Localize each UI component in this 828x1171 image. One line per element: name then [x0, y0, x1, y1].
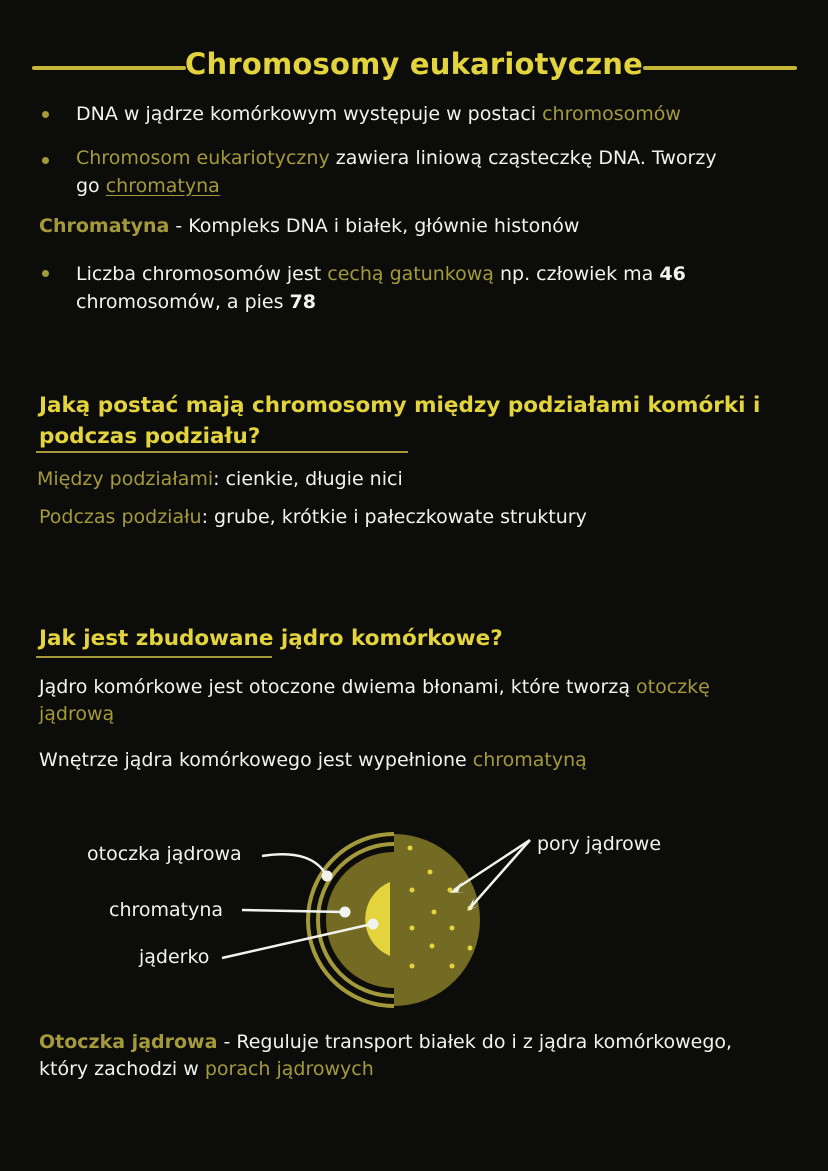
bullet-dot [42, 157, 49, 164]
label-pory-jadrowe: pory jądrowe [537, 833, 662, 855]
section-2-heading-line-2: podczas podziału? [39, 424, 261, 449]
human-chromosome-count: 46 [659, 263, 686, 285]
definition-term: Chromatyna [39, 215, 170, 237]
nucleus-p2-highlight: chromatyną [472, 749, 587, 771]
bullet-1-text: DNA w jądrze komórkowym występuje w postaci [76, 103, 543, 125]
nucleus-paragraph-1 [39, 673, 710, 701]
label-chromatyna: chromatyna [109, 899, 224, 921]
nucleus-p2-text: Wnętrze jądra komórkowego jest wypełnione [39, 749, 473, 771]
dog-chromosome-count: 78 [289, 291, 317, 313]
envelope-definition-text-cont: który zachodzi w [39, 1058, 205, 1080]
chromatyna-link[interactable]: chromatyna [105, 175, 220, 197]
interphase-text: : cienkie, długie nici [213, 468, 403, 490]
interphase-row [37, 465, 403, 493]
nucleus-paragraph-2 [39, 746, 587, 774]
nucleus-p1-text: Jądro komórkowe jest otoczone dwiema błonami, które tworzą [39, 676, 637, 698]
envelope-term: Otoczka jądrowa [39, 1031, 218, 1053]
envelope-definition-line2 [39, 1055, 374, 1083]
bullet-1-highlight: chromosomów [542, 103, 681, 125]
interphase-term: Między podziałami [37, 468, 214, 490]
nucleus-paragraph-1-line2 [39, 700, 114, 728]
division-text: : grube, krótkie i pałeczkowate struktury [201, 506, 587, 528]
bullet-2-text-cont: go [76, 175, 106, 197]
envelope-leader [262, 854, 327, 876]
bullet-text-1 [76, 100, 681, 128]
section-2-heading-rule [36, 451, 408, 453]
bullet-3-text-cont: chromosomów, a pies [76, 291, 290, 313]
definition-text: - Kompleks DNA i białek, głównie histonów [169, 215, 580, 237]
nucleolus-marker [368, 919, 379, 930]
envelope-marker [322, 871, 333, 882]
bullet-text-3 [76, 260, 686, 288]
bullet-text-3-line2 [76, 288, 316, 316]
bullet-2-highlight: Chromosom eukariotyczny [76, 147, 330, 169]
bullet-2-text: zawiera liniową cząsteczkę DNA. Tworzy [329, 147, 717, 169]
label-otoczka-jadrowa: otoczka jądrowa [87, 843, 242, 865]
bullet-3-text: Liczba chromosomów jest [76, 263, 328, 285]
nucleus-right-half [394, 834, 480, 1006]
bullet-3-text-mid: np. człowiek ma [493, 263, 660, 285]
section-2-heading-line-1: Jaką postać mają chromosomy między podziałami komórki i [39, 393, 761, 418]
bullet-text-2-line2 [76, 172, 220, 200]
envelope-definition-highlight: porach jądrowych [204, 1058, 374, 1080]
chromatyna-definition [39, 212, 579, 240]
division-term: Podczas podziału [39, 506, 202, 528]
nucleus-p1-highlight-cont: jądrową [39, 703, 115, 725]
section-3-heading-rule [36, 656, 272, 658]
section-3-heading: Jak jest zbudowane jądro komórkowe? [39, 626, 503, 651]
bullet-text-2 [76, 144, 717, 172]
envelope-definition [39, 1028, 732, 1056]
label-jaderko: jąderko [139, 946, 210, 968]
page-title: Chromosomy eukariotyczne [185, 47, 643, 81]
bullet-3-highlight: cechą gatunkową [327, 263, 494, 285]
nucleus-p1-highlight: otoczkę [636, 676, 710, 698]
envelope-definition-text: - Reguluje transport białek do i z jądra komórkowego, [217, 1031, 733, 1053]
division-row [39, 503, 587, 531]
bullet-dot [42, 270, 49, 277]
bullet-dot [42, 111, 49, 118]
chromatin-marker [340, 907, 351, 918]
